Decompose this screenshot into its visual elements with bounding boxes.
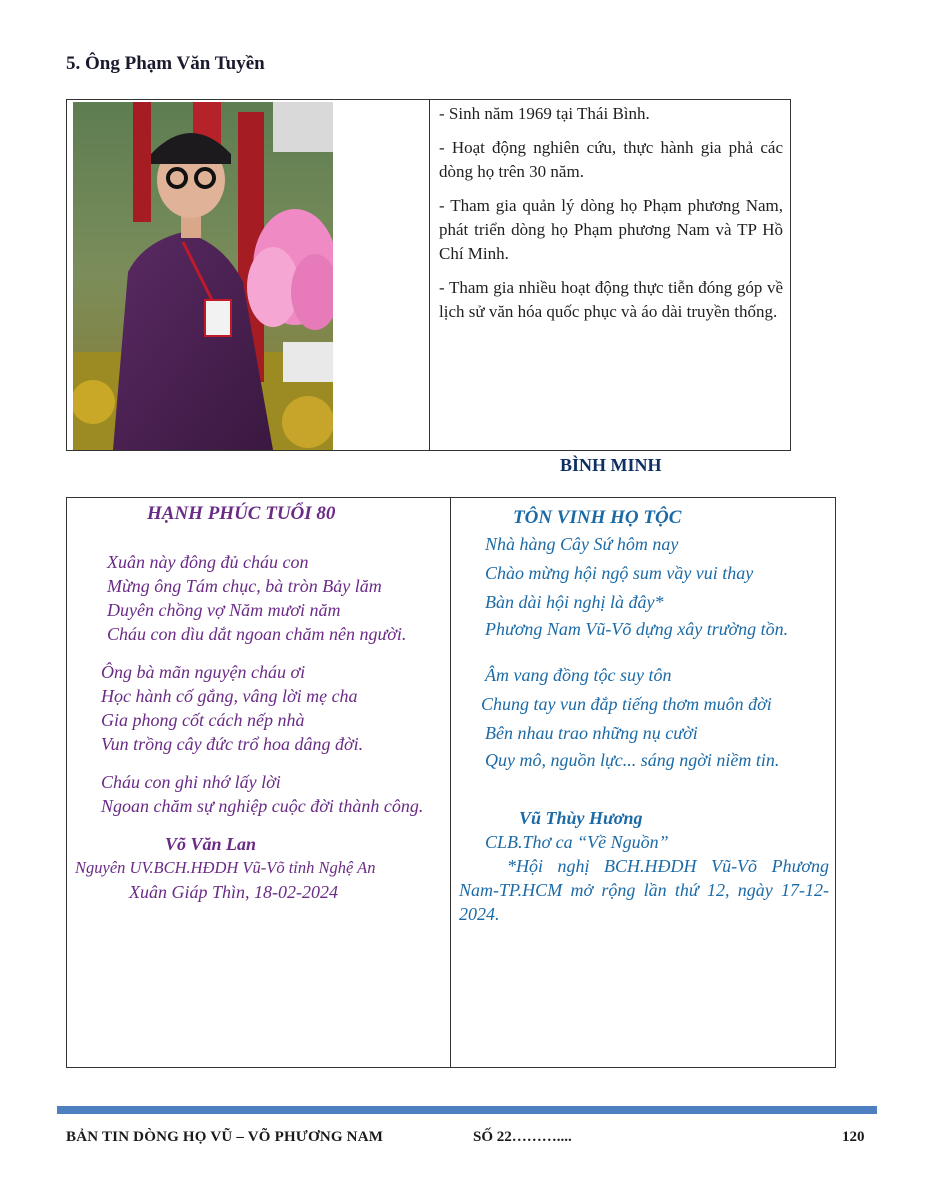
poem-line: Học hành cố gắng, vâng lời mẹ cha <box>101 686 358 706</box>
poem-title: HẠNH PHÚC TUỔI 80 <box>147 503 336 524</box>
poem-left <box>73 502 445 904</box>
poem-right <box>459 506 829 926</box>
poem-line: Ông bà mãn nguyện cháu ơi <box>101 662 306 682</box>
poem-line: Xuân này đông đủ cháu con <box>107 552 309 572</box>
poem-line: Âm vang đồng tộc suy tôn <box>485 665 672 685</box>
poem-line: Ngoan chăm sự nghiệp cuộc đời thành công. <box>101 796 424 816</box>
bio-item: - Sinh năm 1969 tại Thái Bình. <box>439 104 650 123</box>
footer-title: BẢN TIN DÒNG HỌ VŨ – VÕ PHƯƠNG NAM <box>66 1129 384 1145</box>
poem-line: Duyên chồng vợ Năm mươi năm <box>107 600 341 620</box>
poem-line: Chào mừng hội ngộ sum vầy vui thay <box>485 563 754 583</box>
poem-line: Bàn dài hội nghị là đây* <box>485 592 664 612</box>
profile-table <box>66 99 791 451</box>
footer-bar <box>57 1106 877 1114</box>
footer-issue: SỐ 22……….... <box>473 1129 572 1145</box>
poem-line: Mừng ông Tám chục, bà tròn Bảy lăm <box>107 576 382 596</box>
poem-line: Nhà hàng Cây Sứ hôm nay <box>485 534 679 554</box>
poem-club: CLB.Thơ ca “Về Nguồn” <box>485 832 669 852</box>
profile-divider <box>429 100 430 450</box>
poem-line: Bên nhau trao những nụ cười <box>485 723 698 743</box>
poem-line: Chung tay vun đắp tiếng thơm muôn đời <box>481 694 772 714</box>
bio-item: - Tham gia nhiều hoạt động thực tiễn đóng góp về lịch sử văn hóa quốc phục và áo dài truyền thống. <box>439 278 783 321</box>
section-heading: 5. Ông Phạm Văn Tuyền <box>66 53 265 74</box>
poem-author-role: Nguyên UV.BCH.HĐDH Vũ-Võ tỉnh Nghệ An <box>75 858 376 877</box>
poems-table <box>66 497 836 1068</box>
page-number: 120 <box>842 1129 865 1145</box>
poem-line: Cháu con ghi nhớ lấy lời <box>101 772 281 792</box>
bio-text <box>439 102 783 334</box>
poem-line: Cháu con dìu dắt ngoan chăm nên người. <box>107 624 407 644</box>
poem-author: Võ Văn Lan <box>165 834 257 854</box>
bio-item: - Hoạt động nghiên cứu, thực hành gia phả các dòng họ trên 30 năm. <box>439 138 783 181</box>
portrait-photo <box>73 102 333 450</box>
signature-top: BÌNH MINH <box>560 455 662 475</box>
poem-title: TÔN VINH HỌ TỘC <box>513 507 682 528</box>
poem-date: Xuân Giáp Thìn, 18-02-2024 <box>129 882 338 902</box>
poem-author: Vũ Thùy Hương <box>519 808 643 828</box>
poem-line: Gia phong cốt cách nếp nhà <box>101 710 305 730</box>
poems-divider <box>450 498 451 1067</box>
poem-line: Vun trồng cây đức trổ hoa dâng đời. <box>101 734 364 754</box>
poem-note: *Hội nghị BCH.HĐDH Vũ-Võ Phương Nam-TP.HCM mở rộng lần thứ 12, ngày 17-12-2024. <box>459 856 829 924</box>
bio-item: - Tham gia quản lý dòng họ Phạm phương Nam, phát triển dòng họ Phạm phương Nam và TP Hồ Chí Minh. <box>439 196 783 263</box>
poem-line: Quy mô, nguồn lực... sáng ngời niềm tin. <box>485 750 780 770</box>
portrait-illustration <box>73 102 333 450</box>
poem-line: Phương Nam Vũ-Võ dựng xây trường tồn. <box>485 619 789 639</box>
